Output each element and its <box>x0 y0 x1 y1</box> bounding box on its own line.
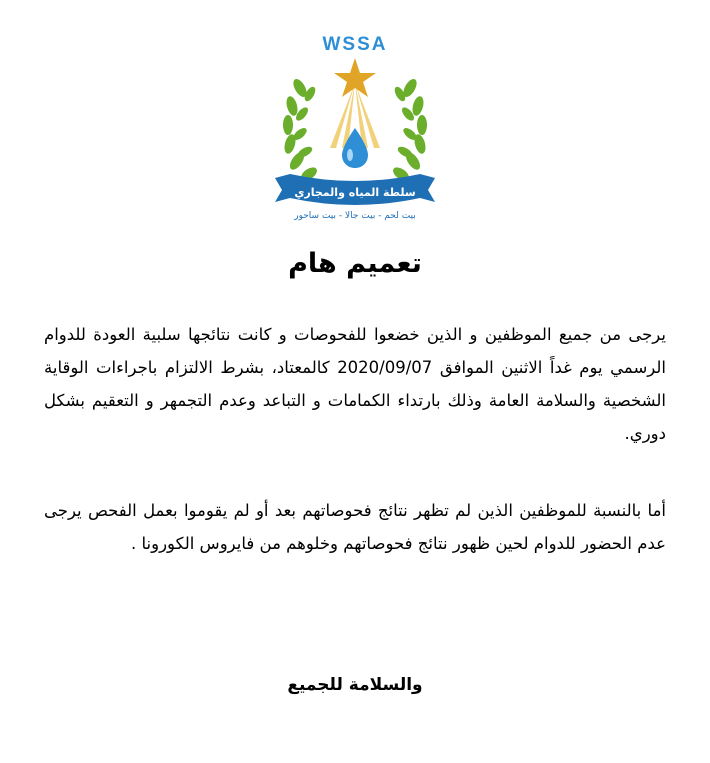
wssa-emblem-icon <box>270 28 440 223</box>
paragraph1-before-date: يرجى من جميع الموظفين و الذين خضعوا للفحوصات و كانت نتائجها سلبية العودة للدوام الرسمي يوم غداً الاثنين الموافق <box>44 325 666 377</box>
return-date: 2020/09/07 <box>337 358 433 377</box>
paragraph-pending-results: أما بالنسبة للموظفين الذين لم تظهر نتائج فحوصاتهم بعد أو لم يقوموا بعمل الفحص يرجى عدم الحضور للدوام لحين ظهور نتائج فحوصاتهم وخلوهم من فايروس الكورونا . <box>44 501 666 553</box>
laurel-right-icon <box>391 77 428 183</box>
paragraph-return-to-work <box>44 318 666 450</box>
paragraph1-after-date: كالمعتاد، بشرط الالتزام باجراءات الوقاية الشخصية والسلامة العامة وذلك بارتداء الكمامات و التباعد وعدم التجمهر و التعقيم بشكل دوري. <box>44 358 666 443</box>
logo-acronym: WSSA <box>322 34 388 55</box>
laurel-left-icon <box>283 77 320 183</box>
page-title: تعميم هام <box>288 248 422 279</box>
logo-cities: بيت لحم - بيت جالا - بيت ساحور <box>294 211 416 221</box>
drop-highlight-icon <box>347 149 353 161</box>
wssa-logo <box>270 28 440 223</box>
star-icon <box>334 58 376 97</box>
ribbon-text: سلطة المياه والمجاري <box>294 186 416 199</box>
closing-line: والسلامة للجميع <box>287 675 423 695</box>
